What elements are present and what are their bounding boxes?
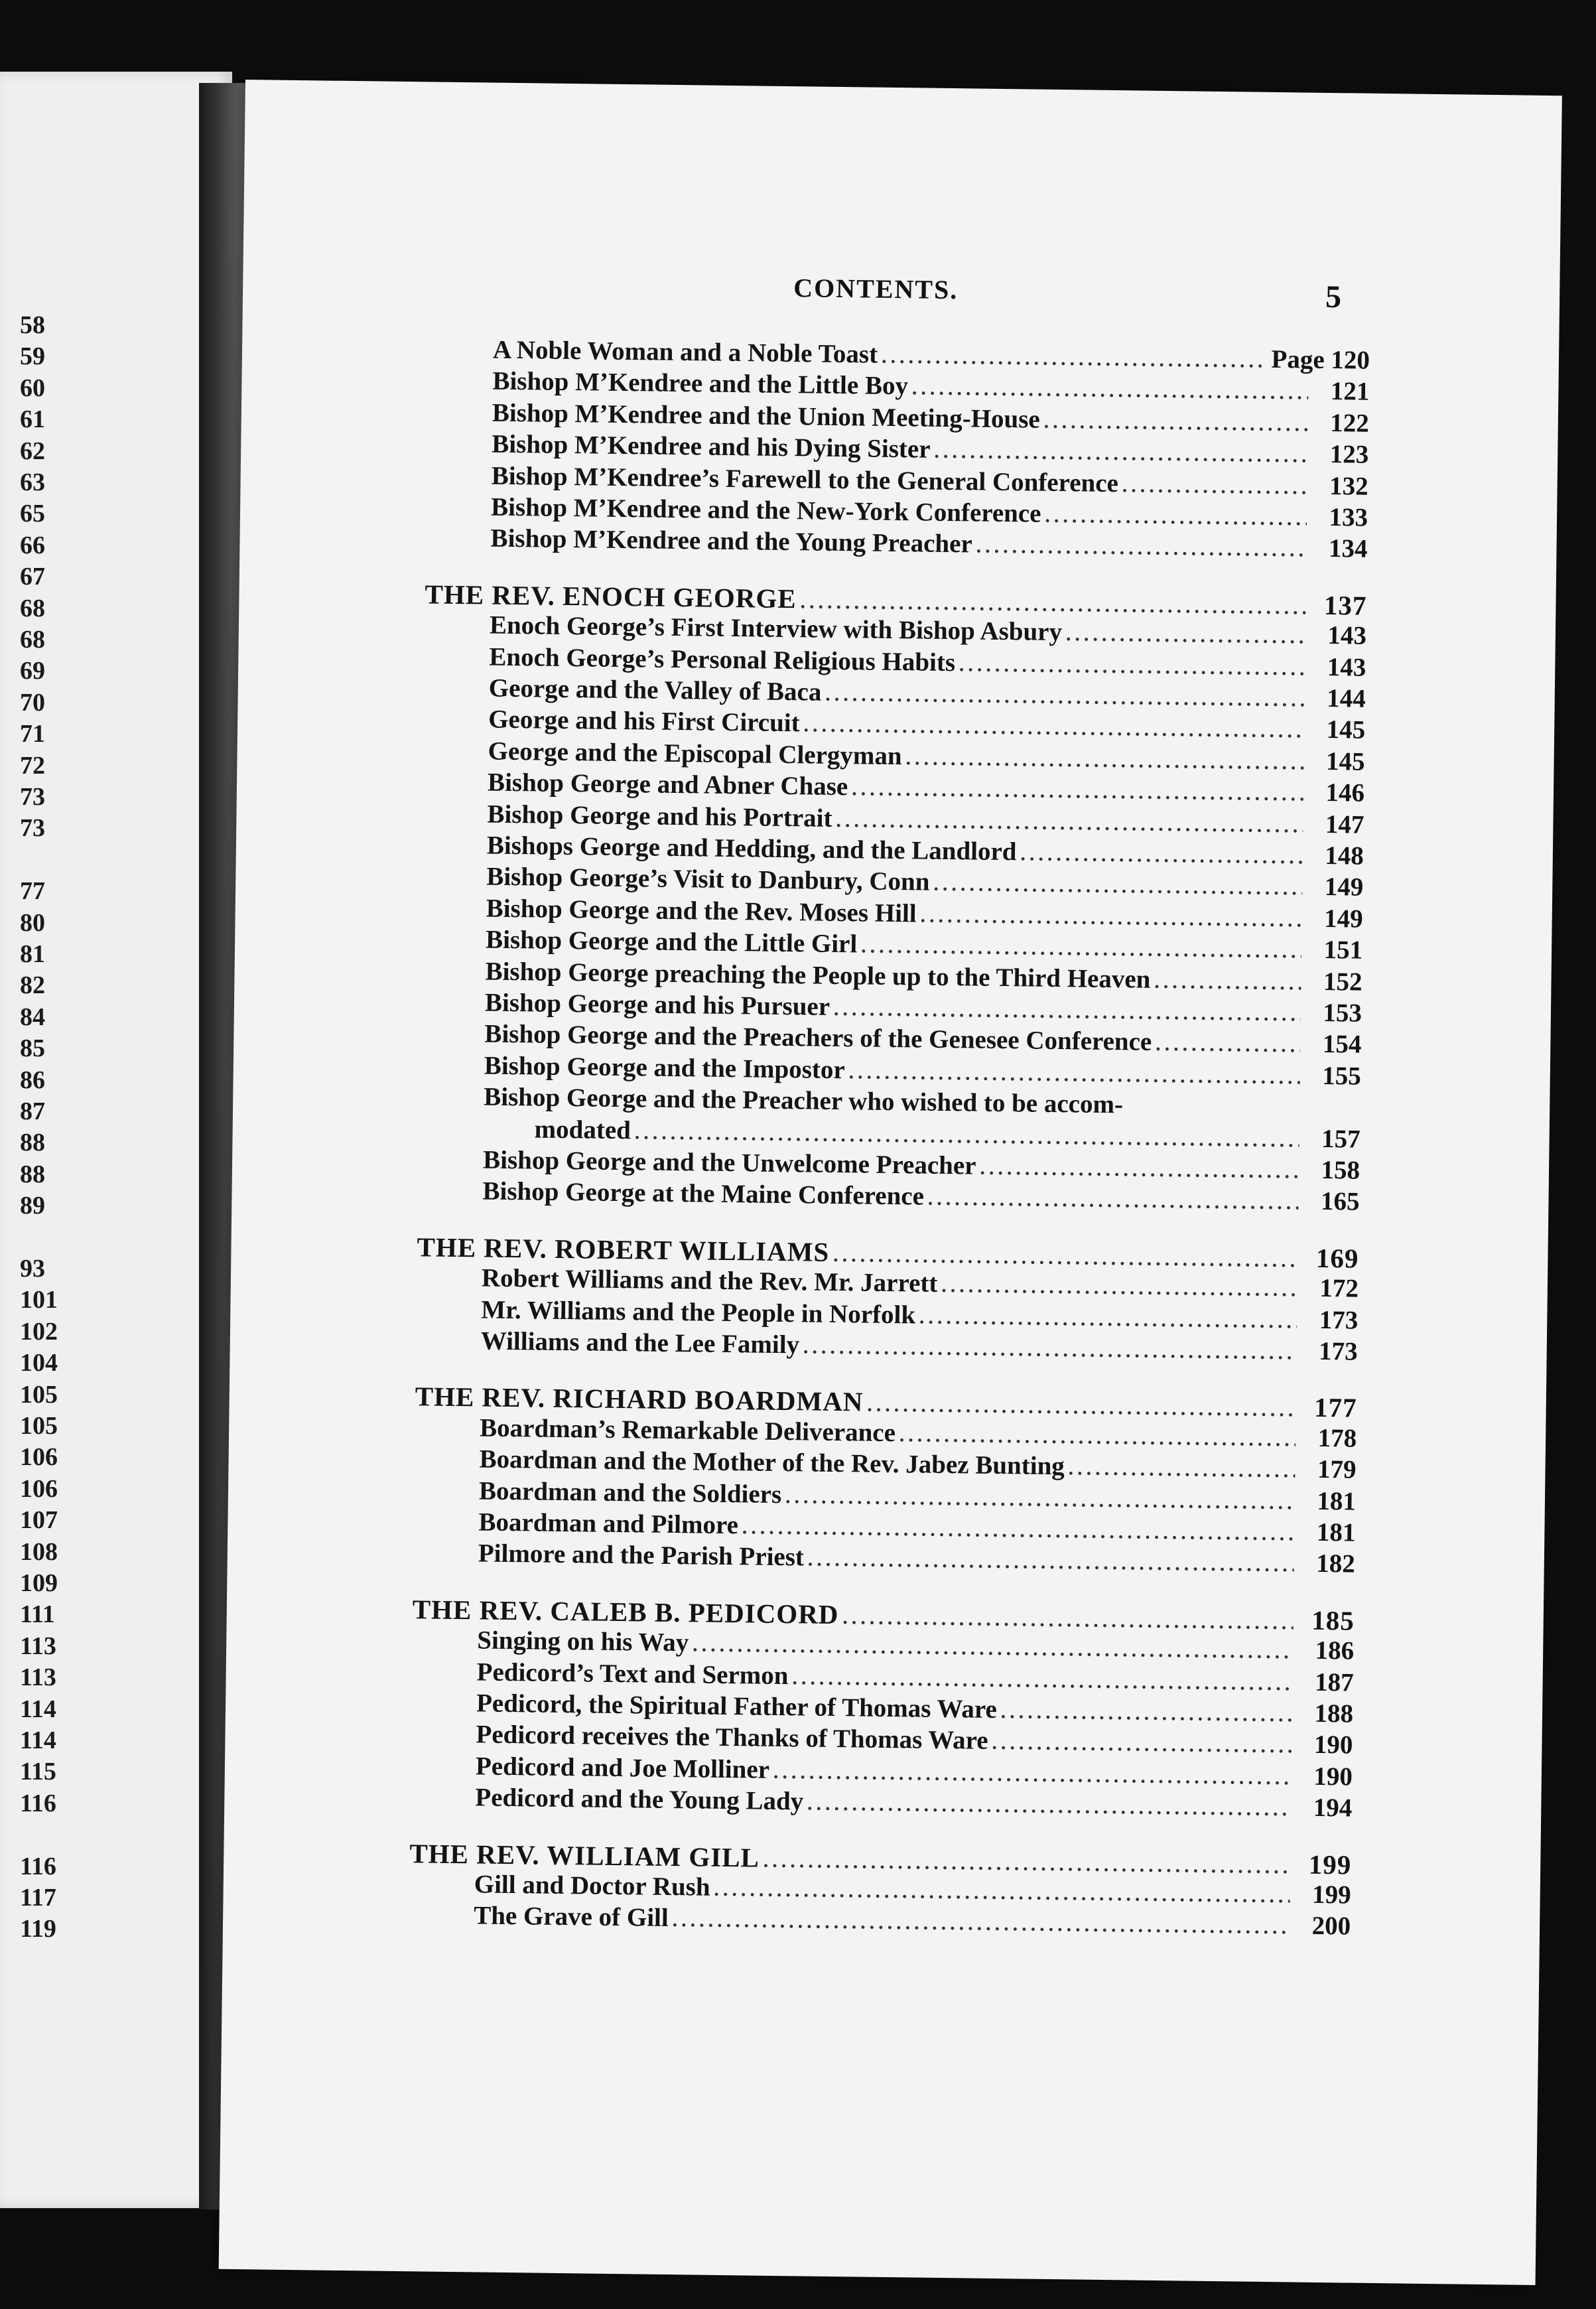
toc-dot-leader [976, 537, 1307, 561]
toc-entry-page: 200 [1311, 1912, 1351, 1941]
toc-dot-leader [1001, 1702, 1293, 1725]
toc-entry-title: Pedicord, the Spiritual Father of Thomas Ware [476, 1689, 998, 1724]
left-page-number: 70 [20, 688, 45, 717]
toc-entry-title: Robert Williams and the Rev. Mr. Jarrett [481, 1263, 938, 1298]
toc-entry-page: 134 [1328, 534, 1368, 564]
toc-dot-leader [848, 1062, 1299, 1087]
toc-entry-page: 148 [1325, 841, 1364, 871]
toc-entry-title: Pilmore and the Parish Priest [478, 1539, 805, 1572]
toc-entry-page: 185 [1311, 1604, 1355, 1636]
left-page-number: 113 [20, 1632, 56, 1660]
toc-dot-leader [928, 1189, 1299, 1214]
toc-dot-leader [1020, 844, 1303, 867]
toc-entry-title: Pedicord and Joe Molliner [475, 1752, 770, 1784]
left-page-number: 84 [20, 1003, 45, 1031]
toc-entry-page: 190 [1313, 1730, 1353, 1760]
toc-dot-leader [764, 1851, 1291, 1877]
toc-entry-title: Boardman’s Remarkable Deliverance [479, 1413, 896, 1447]
toc-entry-page: 151 [1323, 936, 1363, 965]
toc-entry-page: 155 [1322, 1061, 1362, 1091]
left-page-number: 67 [20, 563, 45, 591]
toc-dot-leader [934, 442, 1307, 466]
left-page-number: 87 [20, 1097, 45, 1125]
left-page-number: 66 [20, 531, 45, 559]
left-page-number: 82 [20, 971, 45, 1000]
toc-entry-page: 153 [1323, 998, 1363, 1028]
left-page-number: 115 [20, 1758, 56, 1786]
toc-entry-title: Pedicord receives the Thanks of Thomas Ware [476, 1720, 988, 1756]
left-page-number: 88 [20, 1129, 45, 1157]
toc-dot-leader [836, 811, 1303, 837]
toc-dot-leader [742, 1517, 1295, 1544]
left-page-number: 88 [20, 1160, 45, 1188]
toc-entry-page: 137 [1323, 589, 1367, 621]
toc-entry-title: THE REV. ROBERT WILLIAMS [417, 1231, 830, 1267]
toc-dot-leader [792, 1668, 1292, 1694]
toc-dot-leader [882, 347, 1266, 372]
toc-entry-title: Mr. Williams and the People in Norfolk [481, 1295, 916, 1330]
toc-entry-title: Pedicord and the Young Lady [475, 1783, 804, 1816]
toc-entry-title: George and the Valley of Baca [488, 673, 822, 707]
toc-entry-title: A Noble Woman and a Noble Toast [492, 335, 878, 369]
page-header: CONTENTS. [793, 273, 959, 305]
toc-entry-title: Bishop George and Abner Chase [487, 768, 848, 802]
toc-dot-leader [842, 1608, 1294, 1633]
toc-entry-page: 186 [1315, 1636, 1355, 1665]
toc-dot-leader [635, 1123, 1299, 1151]
toc-entry-title: Bishop M’Kendree and the Union Meeting-House [492, 398, 1041, 434]
toc-dot-leader [808, 1550, 1294, 1576]
left-page-number: 61 [20, 405, 45, 434]
left-page-number: 107 [20, 1506, 58, 1535]
left-page-number: 102 [20, 1317, 58, 1346]
left-page-number: 73 [20, 814, 45, 843]
toc-dot-leader [959, 655, 1305, 679]
toc-dot-leader [920, 906, 1301, 930]
left-page-number: 63 [20, 468, 45, 496]
toc-dot-leader [919, 1307, 1297, 1332]
toc-entry-page: 121 [1330, 377, 1370, 407]
toc-entry-title: THE REV. CALEB B. PEDICORD [412, 1594, 839, 1630]
toc-entry-page: 143 [1327, 621, 1367, 650]
toc-entry-page: 173 [1318, 1336, 1358, 1366]
toc-dot-leader [673, 1910, 1290, 1937]
toc-dot-leader [714, 1880, 1290, 1907]
toc-entry-title: The Grave of Gill [473, 1901, 669, 1933]
toc-entry-page: 132 [1329, 471, 1368, 501]
toc-dot-leader [992, 1733, 1292, 1757]
left-page-number: 109 [20, 1569, 58, 1597]
toc-dot-leader [1069, 1459, 1296, 1482]
toc-entry-page: 158 [1321, 1155, 1361, 1185]
left-page-number: 111 [20, 1600, 55, 1629]
left-page-number: 59 [20, 342, 45, 371]
toc-entry-title: Bishop George and his Portrait [487, 800, 832, 833]
toc-entry-title: Bishop M’Kendree and the Young Preacher [490, 524, 973, 559]
left-page-number: 73 [20, 783, 45, 811]
toc-dot-leader [1122, 476, 1307, 498]
toc-entry-title: Williams and the Lee Family [480, 1326, 800, 1360]
left-page-number: 106 [20, 1443, 58, 1472]
left-page-number: 69 [20, 657, 45, 685]
toc-entry-title: Bishop M’Kendree and his Dying Sister [492, 429, 931, 464]
toc-dot-leader [834, 999, 1301, 1025]
toc-dot-leader [899, 1425, 1296, 1450]
toc-entry-title: Bishop M’Kendree’s Farewell to the General Conference [491, 461, 1119, 498]
toc-dot-leader [867, 1395, 1296, 1421]
left-page-number: 93 [20, 1255, 45, 1283]
left-page-number: 116 [20, 1852, 56, 1880]
toc-entry-title: Bishop George and the Preacher who wished to be accom- [484, 1082, 1124, 1119]
toc-dot-leader [693, 1636, 1293, 1663]
left-page-number: 105 [20, 1412, 58, 1440]
toc-entry-page: 146 [1325, 778, 1365, 807]
left-page-number: 80 [20, 908, 45, 937]
toc-entry-page: 143 [1327, 652, 1366, 682]
toc-entry-page: 122 [1330, 408, 1370, 438]
left-page-number: 68 [20, 626, 45, 654]
toc-entry-page: 145 [1325, 746, 1365, 776]
toc-entry-title: Boardman and Pilmore [478, 1507, 739, 1540]
left-page-number: 119 [20, 1915, 56, 1943]
left-page-number: 105 [20, 1380, 58, 1409]
left-page-number: 86 [20, 1066, 45, 1094]
toc-entry-title: Pedicord’s Text and Sermon [476, 1657, 789, 1690]
toc-dot-leader [1156, 1034, 1300, 1056]
toc-entry-page: 194 [1313, 1793, 1353, 1823]
toc-entry-title: Bishop George and the Rev. Moses Hill [486, 894, 917, 928]
toc-entry-page: 123 [1329, 440, 1369, 469]
toc-entry-title: Enoch George’s Personal Religious Habits [489, 642, 956, 677]
toc-entry-page: 181 [1316, 1517, 1356, 1547]
left-page-number: 108 [20, 1537, 58, 1566]
toc-entry-title: Bishop George and the Preachers of the Genesee Conference [484, 1019, 1152, 1057]
toc-entry-title: Bishop George at the Maine Conference [482, 1176, 925, 1212]
toc-entry-title: Bishops George and Hedding, and the Landlord [486, 831, 1017, 867]
toc-entry-page: 181 [1317, 1486, 1357, 1516]
toc-entry-title: Bishop George and the Impostor [484, 1051, 845, 1084]
left-page-number: 72 [20, 751, 45, 780]
toc-dot-leader [800, 592, 1305, 618]
toc-entry-page: 172 [1319, 1274, 1359, 1303]
toc-entry-page: 157 [1321, 1124, 1361, 1154]
left-page-number: 114 [20, 1695, 56, 1723]
toc-entry-page: 133 [1329, 503, 1368, 532]
toc-dot-leader [861, 937, 1301, 962]
toc-entry-page: 188 [1314, 1699, 1354, 1728]
toc-entry-title: modated [534, 1115, 632, 1145]
toc-entry-title: THE REV. RICHARD BOARDMAN [415, 1381, 864, 1417]
left-page-number: 65 [20, 500, 45, 528]
toc-dot-leader [825, 685, 1305, 711]
left-page-number: 85 [20, 1034, 45, 1063]
left-page-number: 113 [20, 1663, 56, 1692]
toc-entry-title: THE REV. WILLIAM GILL [409, 1837, 760, 1873]
page-number: 5 [1325, 279, 1342, 315]
toc-entry-title: George and his First Circuit [488, 705, 800, 738]
left-page-number: 58 [20, 311, 45, 339]
toc-entry-page: 178 [1317, 1423, 1357, 1453]
toc-entry-title: Enoch George’s First Interview with Bishop Asbury [489, 610, 1063, 647]
toc-entry-title: Singing on his Way [477, 1626, 689, 1657]
toc-dot-leader [803, 1337, 1297, 1363]
toc-entry-page: 182 [1316, 1549, 1356, 1578]
toc-entry-page: 190 [1313, 1762, 1353, 1791]
toc-entry-page: 149 [1323, 904, 1363, 934]
toc-entry-page: 149 [1324, 873, 1364, 902]
toc-entry-page: 154 [1322, 1030, 1362, 1060]
toc-dot-leader [1044, 412, 1308, 435]
toc-entry-page: 199 [1311, 1880, 1351, 1910]
toc-dot-leader [933, 875, 1302, 899]
toc-entry-page: Page 120 [1271, 344, 1370, 375]
toc-dot-leader [773, 1762, 1292, 1789]
toc-entry-page: 199 [1308, 1849, 1352, 1880]
toc-entry-page: 169 [1315, 1242, 1359, 1274]
toc-entry-page: 173 [1319, 1305, 1359, 1335]
left-page-number: 68 [20, 594, 45, 622]
left-page-number: 89 [20, 1192, 45, 1220]
toc-dot-leader [785, 1487, 1295, 1513]
toc-entry-title: Bishop George and the Unwelcome Preacher [482, 1145, 976, 1180]
toc-dot-leader [852, 779, 1303, 804]
toc-entry-page: 152 [1323, 967, 1363, 997]
left-page-number: 60 [20, 374, 45, 402]
toc-entry-title: Bishop George’s Visit to Danbury, Conn [486, 862, 930, 897]
left-page-number: 101 [20, 1286, 58, 1314]
toc-entry-page: 144 [1326, 683, 1366, 713]
left-page-number: 77 [20, 877, 45, 906]
toc-entry-page: 165 [1320, 1187, 1360, 1217]
toc-entry-page: 145 [1326, 715, 1366, 745]
toc-entry-title: Boardman and the Soldiers [478, 1476, 782, 1509]
toc-dot-leader [912, 379, 1309, 403]
toc-entry-title: Bishop M’Kendree and the Little Boy [492, 366, 909, 401]
toc-entry-page: 147 [1325, 809, 1364, 839]
toc-entry-title: THE REV. ENOCH GEORGE [425, 579, 797, 614]
toc-dot-leader [1045, 506, 1307, 529]
right-page [219, 80, 1562, 2285]
left-page-number: 62 [20, 437, 45, 465]
toc-entry-page: 179 [1317, 1455, 1357, 1484]
toc-dot-leader [1154, 971, 1301, 993]
toc-entry-page: 187 [1314, 1667, 1354, 1697]
toc-dot-leader [905, 748, 1303, 773]
left-page-number: 81 [20, 940, 45, 968]
toc-dot-leader [833, 1245, 1298, 1271]
toc-entry-title: Bishop M’Kendree and the New-York Conference [490, 492, 1041, 528]
toc-entry-title: Bishop George and his Pursuer [484, 988, 831, 1021]
toc-dot-leader [980, 1158, 1299, 1182]
left-page-number: 106 [20, 1474, 58, 1503]
toc-entry-title: Bishop George and the Little Girl [485, 925, 858, 959]
toc-dot-leader [807, 1794, 1291, 1820]
toc-dot-leader [803, 716, 1304, 742]
toc-entry-title: Bishop George preaching the People up to the Third Heaven [485, 957, 1151, 994]
toc-entry-title: George and the Episcopal Clergyman [488, 736, 902, 770]
toc-entry-page: 177 [1313, 1392, 1357, 1424]
left-page-number: 104 [20, 1349, 58, 1377]
toc-entry-title: Gill and Doctor Rush [474, 1870, 710, 1902]
toc-dot-leader [1066, 624, 1305, 647]
left-page-number: 116 [20, 1789, 56, 1817]
left-page-number: 71 [20, 720, 45, 748]
left-page [0, 72, 232, 2208]
left-page-number: 117 [20, 1884, 56, 1912]
toc-entry-title: Boardman and the Mother of the Rev. Jabez Bunting [479, 1444, 1065, 1481]
toc-dot-leader [941, 1276, 1297, 1300]
left-page-number: 114 [20, 1726, 56, 1754]
